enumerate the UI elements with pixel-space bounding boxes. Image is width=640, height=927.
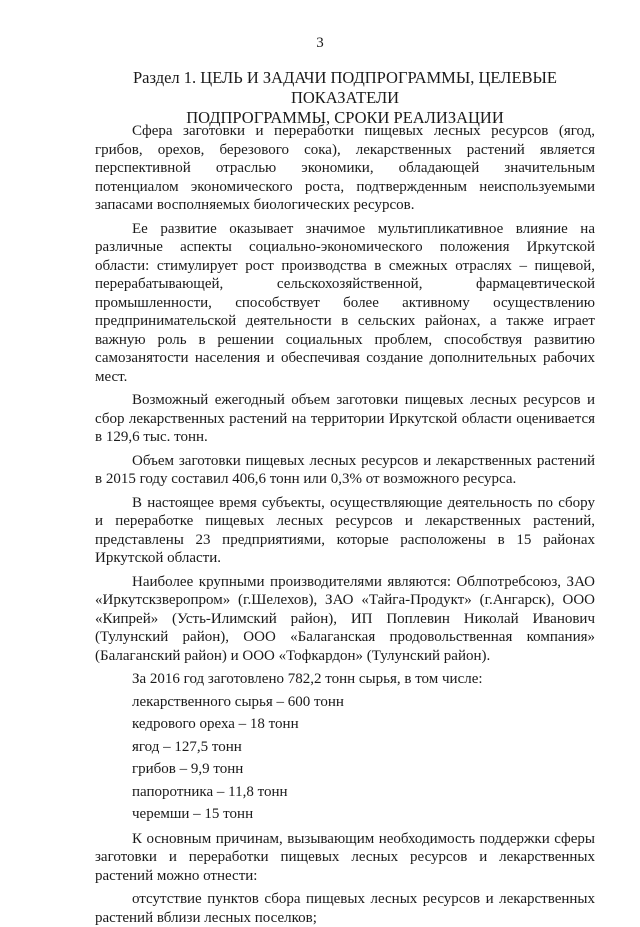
paragraph: Объем заготовки пищевых лесных ресурсов и лекарственных растений в 2015 году составил 406,6 тонн или 0,3% от возможного ресурса.: [95, 452, 595, 487]
list-item: ягод – 127,5 тонн: [132, 738, 242, 755]
list-item: грибов – 9,9 тонн: [132, 761, 244, 777]
list-item: лекарственного сырья – 600 тонн: [132, 693, 344, 710]
paragraph: Наиболее крупными производителями являются: Облпотребсоюз, ЗАО «Иркутскзверопром» (г.Шелехов), ЗАО «Тайга-Продукт» (г.Ангарск), ООО «Кипрей» (Усть-Илимский район), ИП Поплевин Николай Иванович (Тулунский район), ООО «Балаганская продовольственная компания» (Балаганский район) и ООО «Тофкардон» (Тулунский район).: [95, 573, 595, 664]
list-item: папоротника – 11,8 тонн: [132, 783, 288, 800]
list-item: кедрового ореха – 18 тонн: [132, 716, 299, 732]
page-number: 3: [316, 35, 324, 51]
paragraph: отсутствие пунктов сбора пищевых лесных ресурсов и лекарственных растений вблизи лесных поселков;: [95, 891, 595, 926]
paragraph: В настоящее время субъекты, осуществляющие деятельность по сбору и переработке пищевых лесных ресурсов и лекарственных растений, представлены 23 предприятиями, которые расположены в 15 районах Иркутской области.: [95, 494, 595, 566]
section-heading: [90, 68, 600, 128]
paragraph: За 2016 год заготовлено 782,2 тонн сырья, в том числе:: [132, 671, 483, 687]
paragraph: Сфера заготовки и переработки пищевых лесных ресурсов (ягод, грибов, орехов, березового сока), лекарственных растений является перспективной отраслью экономики, обладающей значительным потенциалом экономического роста, подтвержденным неиспользуемыми запасами восполняемых биологических ресурсов.: [95, 123, 595, 213]
section-heading-line-1: Раздел 1. ЦЕЛЬ И ЗАДАЧИ ПОДПРОГРАММЫ, ЦЕЛЕВЫЕ ПОКАЗАТЕЛИ: [132, 68, 557, 107]
paragraph: Ее развитие оказывает значимое мультипликативное влияние на различные аспекты социально-экономического положения Иркутской области: стимулирует рост производства в смежных отраслях – пищевой, перерабатывающей, сельскохозяйственной, фармацевтической промышленности, способствует более активному осуществлению предпринимательской деятельности в сельских районах, а также играет важную роль в решении социальных проблем, способствуя развитию самозанятости населения и обеспечивая создание дополнительных рабочих мест.: [95, 220, 595, 385]
document-body: [95, 122, 595, 927]
section-heading-line-2: ПОДПРОГРАММЫ, СРОКИ РЕАЛИЗАЦИИ: [186, 108, 504, 127]
paragraph: Возможный ежегодный объем заготовки пищевых лесных ресурсов и сбор лекарственных растений на территории Иркутской области оценивается в 129,6 тыс. тонн.: [95, 392, 595, 445]
paragraph: К основным причинам, вызывающим необходимость поддержки сферы заготовки и переработки пищевых лесных ресурсов и лекарственных растений можно отнести:: [95, 830, 595, 884]
list-item: черемши – 15 тонн: [132, 806, 254, 822]
